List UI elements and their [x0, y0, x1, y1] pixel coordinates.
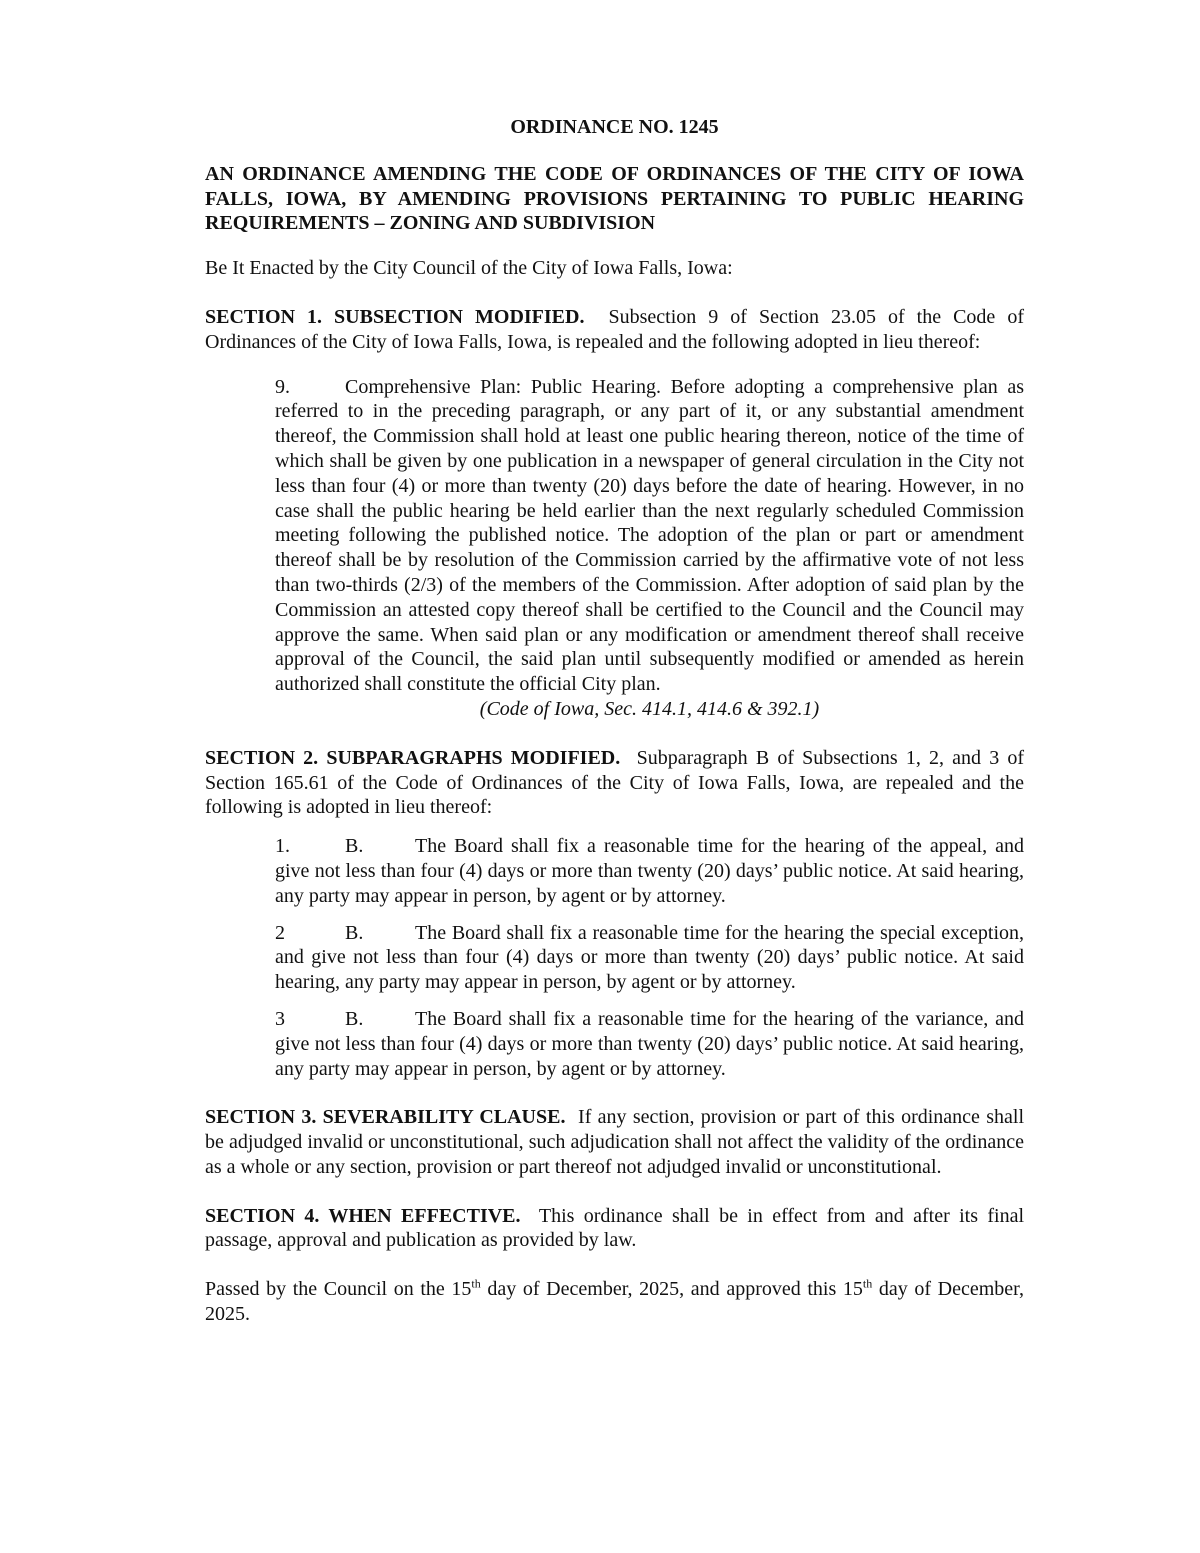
item-number: 3	[275, 1007, 285, 1030]
item-text: The Board shall fix a reasonable time for the hearing of the appeal, and give not less than four (4) days or more than twenty (20) days’ public notice. At said hearing, any party may appear in person, by agent or by attorney.	[275, 835, 1024, 907]
item-text: The Board shall fix a reasonable time for the hearing of the variance, and give not less than four (4) days or more than twenty (20) days’ public notice. At said hearing, any party may appear in person, by agent or by attorney.	[275, 1007, 1024, 1080]
section-4-text: This ordinance shall be in effect from and after its final passage, approval and publication as provided by law.	[205, 1204, 1024, 1252]
section-1	[205, 305, 1024, 355]
section-2-item	[275, 1007, 1024, 1081]
section-1-item	[275, 375, 1024, 697]
section-4-label: SECTION 4. WHEN EFFECTIVE.	[205, 1204, 521, 1227]
section-1-text: Subsection 9 of Section 23.05 of the Code of Ordinances of the City of Iowa Falls, Iowa, is repealed and the following adopted in lieu thereof:	[205, 305, 1024, 353]
ordinance-heading: AN ORDINANCE AMENDING THE CODE OF ORDINANCES OF THE CITY OF IOWA FALLS, IOWA, BY AMENDING PROVISIONS PERTAINING TO PUBLIC HEARING REQUIREMENTS – ZONING AND SUBDIVISION	[205, 162, 1024, 235]
section-2-item	[275, 834, 1024, 908]
ordinal-suffix: th	[471, 1276, 481, 1291]
item-letter: B.	[345, 921, 364, 944]
item-number: 1.	[275, 835, 290, 858]
section-3	[205, 1105, 1024, 1179]
citation: (Code of Iowa, Sec. 414.1, 414.6 & 392.1)	[479, 697, 820, 720]
item-text: Comprehensive Plan: Public Hearing. Before adopting a comprehensive plan as referred to in the preceding paragraph, or any part of it, or any substantial amendment thereof, the Commission shall hold at least one public hearing thereon, notice of the time of which shall be given by one publication in a newspaper of general circulation in the City not less than four (4) or more than twenty (20) days before the date of hearing. However, in no case shall the public hearing be held earlier than the next regularly scheduled Commission meeting following the published notice. The adoption of the plan or part or amendment thereof shall be by resolution of the Commission carried by the affirmative vote of not less than two-thirds (2/3) of the members of the Commission. After adoption of said plan by the Commission an attested copy thereof shall be certified to the Council and the Council may approve the same. When said plan or any modification or amendment thereof shall receive approval of the Council, the said plan until subsequently modified or amended as herein authorized shall constitute the official City plan.	[275, 375, 1024, 696]
section-2	[205, 746, 1024, 820]
section-1-label: SECTION 1. SUBSECTION MODIFIED.	[205, 305, 585, 328]
section-4	[205, 1204, 1024, 1254]
ordinal-suffix: th	[862, 1276, 873, 1291]
section-2-item	[275, 921, 1024, 995]
section-2-text: Subparagraph B of Subsections 1, 2, and 3 of Section 165.61 of the Code of Ordinances of the City of Iowa Falls, Iowa, are repealed and the following is adopted in lieu thereof:	[205, 746, 1025, 819]
passage-text: day of December, 2025.	[205, 1278, 1025, 1326]
section-3-text: If any section, provision or part of this ordinance shall be adjudged invalid or unconstitutional, such adjudication shall not affect the validity of the ordinance as a whole or any section, provision or part thereof not adjudged invalid or unconstitutional.	[205, 1106, 1024, 1178]
item-text: The Board shall fix a reasonable time for the hearing the special exception, and give not less than four (4) days or more than twenty (20) days’ public notice. At said hearing, any party may appear in person, by agent or by attorney.	[275, 921, 1024, 994]
document-title: ORDINANCE NO. 1245	[510, 116, 719, 138]
passage-text: day of December, 2025, and approved this 15	[480, 1278, 863, 1301]
item-number: 2	[275, 921, 285, 944]
enactment-clause: Be It Enacted by the City Council of the City of Iowa Falls, Iowa:	[205, 257, 733, 280]
item-number: 9.	[275, 375, 290, 398]
passage-statement	[205, 1277, 1024, 1327]
item-letter: B.	[345, 1007, 364, 1030]
ordinance-document	[205, 115, 1024, 1327]
section-2-label: SECTION 2. SUBPARAGRAPHS MODIFIED.	[205, 746, 621, 769]
item-letter: B.	[345, 835, 364, 858]
passage-text: Passed by the Council on the 15	[205, 1278, 472, 1301]
section-3-label: SECTION 3. SEVERABILITY CLAUSE.	[205, 1106, 566, 1129]
